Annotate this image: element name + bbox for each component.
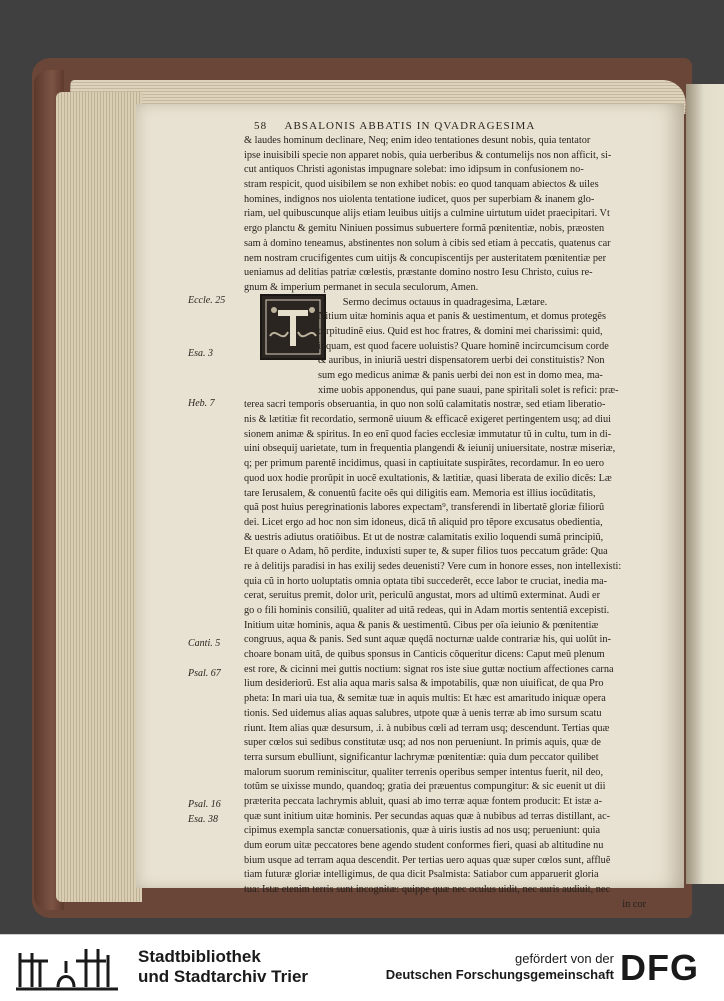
text-line: dei. Licet ergo ad hoc non sim idoneus, dicã tñ aliquid pro tẽpore excusatus obedientia, — [244, 516, 603, 528]
margin-note: Psal. 16 — [188, 799, 221, 810]
text-line: cipimus exempla sanctæ conuersationis, quæ à uiris iustis ad nos usq; perueniunt: quia — [244, 825, 601, 837]
text-line: turpitudinẽ eius. Quid est hoc fratres, & domini mei charissimi: quid, — [318, 325, 603, 337]
text-line: congruus, aqua & panis. Sed sunt aquæ quędã nocturnæ ualde contrariæ his, qui uolũt in- — [244, 634, 611, 646]
footer-bar — [0, 934, 724, 1001]
text-line: totũm se uixisse mundo, quandoq; gratia dei præuentus compungitur: & sic euenit ut dii — [244, 781, 606, 793]
text-line: riam, uel quibuscunque alijs etiam leuibus uitijs a culmine uirtutum uidet praecipitari. Vt — [244, 208, 610, 220]
text-line: go o fili hominis consiliũ, qualiter ad uitã redeas, qui in Adam mortis sententiã excepisti. — [244, 605, 610, 616]
text-line: terra sursum ebulliunt, significantur lachrymæ pœnitentiæ: quia dum peccator quilibet — [244, 751, 599, 763]
text-line: bium usque ad terram aqua descendit. Per tertias uero aquas quæ super cœlos sunt, affluẽ — [244, 854, 611, 866]
page-body — [244, 134, 646, 912]
text-line: tua: Istæ etenim terris sunt incognitæ: quippe quæ nec oculus uidit, nec auris audiuit, nec — [244, 884, 611, 896]
folio-number: 58 — [254, 120, 268, 132]
text-line: inquam, est quod facere uoluistis? Quare hominẽ incircumcisum corde — [318, 340, 609, 352]
text-line: nis & lætitiæ fit recordatio, sermonẽ uiuum & efficacẽ exigeret pertingentem usq; ad diui — [244, 414, 611, 426]
text-line: cut antiquos Christi agonistas impugnare solebat: imo idipsum in confusionem no- — [244, 164, 584, 176]
text-line: super cœlos sui sedibus constitutæ usq; ad nos non perueniunt. In primis aquis, quæ de — [244, 737, 601, 749]
text-line: sum ego medicus animæ & panis uerbi dei non est in domo mea, ma- — [318, 370, 603, 381]
catchword: in cor — [622, 898, 646, 910]
text-line: quæ sunt initium uitæ hominis. Per secundas aquas quæ à nubibus ad terras distillant, ac- — [244, 810, 611, 822]
text-line: pheta: In mari uia tua, & semitæ tuæ in aquis multis: Et hæc est amaritudo iniquæ opera — [244, 693, 606, 705]
text-line: nem nostram crucifigentes cum uitijs & concupiscentijs per austeritatem pœnitentiæ per — [244, 252, 607, 264]
text-line: Initium uitæ hominis, aqua & panis & uestimentũ. Cibus per oĩa ieiunio & pœnitentiæ — [244, 619, 599, 631]
page-edges-side — [56, 92, 142, 902]
text-line: quod uox hodie prorũpit in uocẽ exultationis, & lætitiæ, quasi liberata de exilio dicẽs: Læ — [244, 472, 612, 484]
text-line: lium desideriorũ. Est alia aqua maris salsa & impotabilis, quæ non uiuificat, de qua Pro — [244, 678, 604, 690]
funding-line2: Deutschen Forschungsgemeinschaft — [385, 967, 614, 982]
text-line: ergo planctu & gemitu Niniuen possimus subuertere formã pœnitentiæ, nobis, præosten — [244, 223, 605, 235]
text-line: tare Ierusalem, & conuentũ facite oẽs qui diligitis eam. Memoria est illius iocũditatis, — [244, 487, 596, 499]
text-line: Et quare o Adam, hõ perdite, induxisti super te, & super filios tuos peccatum grãde: Qua — [244, 546, 608, 558]
library-logo-icon — [14, 943, 124, 993]
text-line: & auribus, in iniuriã uestri dispensatorem uerbi dei constituistis? Non — [318, 355, 605, 367]
text-line: sam à domino teneamus, abstinentes non solum à cibis sed etiam à peccatis, quatenus car — [244, 237, 611, 249]
text-line: dum eorum uitæ peccatores bene agendo student conformes fieri, quasi ab altitudine nu — [244, 840, 604, 851]
text-line: ipse inuisibili specie non apparet nobis, quia uerberibus & contumelijs nos non afficit, si- — [244, 149, 612, 161]
text-line: tionis. Sed uidemus alias aquas salubres, utpote quæ à uenis terræ ab imo sursum scatu — [244, 707, 602, 719]
margin-note: Esa. 38 — [188, 814, 218, 825]
sermon-heading: Sermo decimus octauus in quadragesima, Lætare. — [342, 296, 548, 308]
text-line: riunt. Item alias quæ desursum, .i. à nubibus cœli ad terram usq; descendunt. Tertias quæ — [244, 722, 610, 734]
text-line: quia cũ in horto uoluptatis omnia optata tibi succederẽt, ecce labor te cruciat, inedia ma- — [244, 575, 608, 587]
running-title: ABSALONIS ABBATIS IN QVADRAGESIMA — [284, 120, 536, 132]
margin-note: Heb. 7 — [188, 398, 215, 409]
margin-note: Esa. 3 — [188, 348, 213, 359]
text-line: q; per primum parentẽ incidimus, quasi in captiuitate suspirãtes, recordamur. In eo uero — [244, 458, 604, 470]
funding-line1: gefördert von der — [514, 951, 614, 966]
funding-note — [360, 951, 614, 983]
margin-note: Canti. 5 — [188, 638, 221, 649]
text-line: quã post huius peregrinationis labores expectam⁹, transferendi in libertatẽ gloriæ filiorũ — [244, 502, 605, 514]
text-line: & laudes hominum declinare, Neq; enim ideo tentationes desunt nobis, quia tentator — [244, 135, 591, 146]
text-line: cerat, seruitus premit, dolor urit, periculũ angustat, mors ad ultimũ exterminat. Audi er — [244, 590, 601, 602]
text-line: est rore, & cicinni mei guttis noctium: signat ros iste siue guttæ noctium affectiones carna — [244, 663, 614, 675]
text-line: choare bonam uitã, de quibus sponsus in Canticis cõqueritur dicens: Caput meũ plenum — [244, 649, 605, 661]
margin-note: Eccle. 25 — [188, 295, 226, 306]
dfg-logo: DFG — [620, 947, 699, 988]
library-name-line2: und Stadtarchiv Trier — [138, 967, 309, 986]
text-line: & uestris adiutus oratiõibus. Et ut de nostræ calamitatis exilio loquendi sumã principiũ, — [244, 531, 604, 543]
text-line: uini obsequij uarietate, tum in frequentia plangendi & ieiunij uniuersitate, nostræ miseriæ, — [244, 443, 616, 455]
library-name-line1: Stadtbibliothek — [138, 947, 261, 966]
text-line: gnum & imperium permanet in secula seculorum, Amen. — [244, 281, 479, 293]
text-line: tiam futuræ gloriæ intelligimus, de qua dicit Psalmista: Satiabor cum apparuerit gloria — [244, 869, 599, 881]
margin-note: Psal. 67 — [188, 668, 221, 679]
running-head — [254, 120, 684, 132]
library-name — [138, 947, 308, 987]
text-line: Nitium uitæ hominis aqua et panis & uestimentum, et domus protegẽs — [318, 311, 606, 323]
text-line: stram respicit, quod uisibilem se non exhibet nobis: eo quod tanquam abiectos & uiles — [244, 179, 599, 191]
text-line: præterita peccata lachrymis abluit, quasi ab imo terræ aquæ fontem producit: Et istæ a- — [244, 795, 603, 807]
text-line: sionem animæ & spiritus. In eo enĩ quod facies ecclesiæ immutatur tũ in cultu, tum in di- — [244, 428, 612, 440]
text-line: ueniamus ad delitias patriæ cœlestis, præstante domino nostro Iesu Christo, cuius re- — [244, 267, 593, 279]
text-line: xime uobis apponendus, qui pane suaui, pane spiritali solet is refici: præ- — [318, 384, 619, 396]
text-line: terea sacri temporis obseruantia, in quo non solũ calamitatis nostræ, sed etiam liberatio- — [244, 399, 606, 411]
text-line: malorum suorum reminiscitur, qualiter terrenis operibus semper intentus fuerit, nil deo, — [244, 766, 604, 778]
facing-page — [686, 84, 724, 884]
text-line: re à delitijs paradisi in has exilij sedes deuenisti? Vere cum in honore esses, non intellexisti: — [244, 560, 622, 572]
text-line: homines, indignos nos uiolenta tentatione iudicet, quos per superbiam & inanem glo- — [244, 193, 595, 205]
